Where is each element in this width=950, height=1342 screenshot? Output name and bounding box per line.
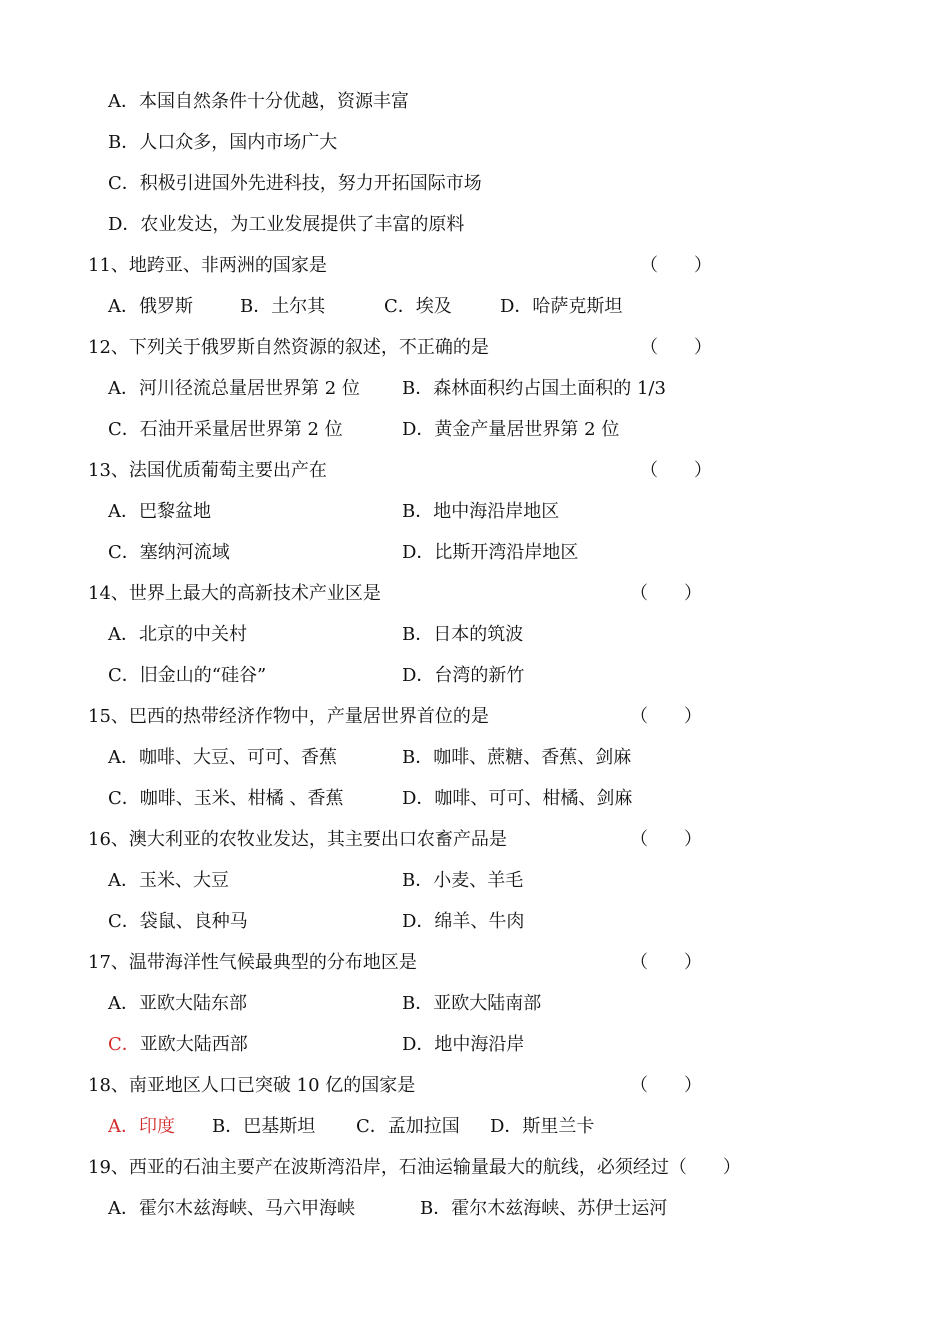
q17-option-d: D．地中海沿岸 <box>402 1034 525 1055</box>
q12-stem: 12、下列关于俄罗斯自然资源的叙述，不正确的是 <box>88 337 489 358</box>
q16-option-d: D．绵羊、牛肉 <box>402 911 525 932</box>
q11-option-b: B．土尔其 <box>240 296 326 317</box>
q14-option-c: C．旧金山的“硅谷” <box>108 665 267 686</box>
q15-stem: 15、巴西的热带经济作物中，产量居世界首位的是 <box>88 706 489 727</box>
q13-option-b: B．地中海沿岸地区 <box>402 501 560 522</box>
q14-option-d: D．台湾的新竹 <box>402 665 525 686</box>
q19-option-a: A．霍尔木兹海峡、马六甲海峡 <box>108 1198 355 1219</box>
q15-option-b: B．咖啡、蔗糖、香蕉、剑麻 <box>402 747 632 768</box>
q12-option-b: B．森林面积约占国土面积的 1/3 <box>402 378 666 399</box>
q18-option-c: C．孟加拉国 <box>356 1116 460 1137</box>
q18-option-b: B．巴基斯坦 <box>212 1116 316 1137</box>
q13-option-a: A．巴黎盆地 <box>108 501 211 522</box>
q14-option-b: B．日本的筑波 <box>402 624 524 645</box>
q15-answer-blank: （ ） <box>630 706 702 727</box>
q19-stem: 19、西亚的石油主要产在波斯湾沿岸，石油运输量最大的航线，必须经过（ ） <box>88 1157 741 1178</box>
q16-answer-blank: （ ） <box>630 829 702 850</box>
q17-option-a: A．亚欧大陆东部 <box>108 993 247 1014</box>
q17-option-b: B．亚欧大陆南部 <box>402 993 542 1014</box>
q11-answer-blank: （ ） <box>640 255 712 276</box>
q17-answer-blank: （ ） <box>630 952 702 973</box>
q16-option-b: B．小麦、羊毛 <box>402 870 524 891</box>
q12-option-d: D．黄金产量居世界第 2 位 <box>402 419 620 440</box>
q11-option-a: A．俄罗斯 <box>108 296 193 317</box>
q17-option-c <box>108 1033 248 1057</box>
q16-option-c: C．袋鼠、良种马 <box>108 911 248 932</box>
q16-option-a: A．玉米、大豆 <box>108 870 229 891</box>
q18-stem: 18、南亚地区人口已突破 10 亿的国家是 <box>88 1075 416 1096</box>
q15-option-c: C．咖啡、玉米、柑橘 、香蕉 <box>108 788 344 809</box>
q11-stem: 11、地跨亚、非两洲的国家是 <box>88 255 327 276</box>
q12-option-c: C．石油开采量居世界第 2 位 <box>108 419 343 440</box>
q17-stem: 17、温带海洋性气候最典型的分布地区是 <box>88 952 417 973</box>
q14-stem: 14、世界上最大的高新技术产业区是 <box>88 583 381 604</box>
q12-answer-blank: （ ） <box>640 337 712 358</box>
q17-option-c-letter-marked: C． <box>108 1034 140 1055</box>
q14-answer-blank: （ ） <box>630 583 702 604</box>
q15-option-d: D．咖啡、可可、柑橘、剑麻 <box>402 788 633 809</box>
q18-option-d: D．斯里兰卡 <box>490 1116 595 1137</box>
q10-option-d: D．农业发达，为工业发展提供了丰富的原料 <box>108 214 465 235</box>
q18-option-a-marked: A．印度 <box>108 1116 175 1137</box>
q13-answer-blank: （ ） <box>640 460 712 481</box>
q18-answer-blank: （ ） <box>630 1075 702 1096</box>
q13-option-c: C．塞纳河流域 <box>108 542 230 563</box>
q11-option-c: C．埃及 <box>384 296 452 317</box>
q11-option-d: D．哈萨克斯坦 <box>500 296 623 317</box>
q10-option-a: A．本国自然条件十分优越，资源丰富 <box>108 91 409 112</box>
q13-option-d: D．比斯开湾沿岸地区 <box>402 542 579 563</box>
q15-option-a: A．咖啡、大豆、可可、香蕉 <box>108 747 337 768</box>
q17-option-c-text: 亚欧大陆西部 <box>139 1034 248 1055</box>
q13-stem: 13、法国优质葡萄主要出产在 <box>88 460 327 481</box>
q12-option-a: A．河川径流总量居世界第 2 位 <box>108 378 360 399</box>
q16-stem: 16、澳大利亚的农牧业发达，其主要出口农畜产品是 <box>88 829 507 850</box>
q19-option-b: B．霍尔木兹海峡、苏伊士运河 <box>420 1198 668 1219</box>
q14-option-a: A．北京的中关村 <box>108 624 247 645</box>
q10-option-b: B．人口众多，国内市场广大 <box>108 132 338 153</box>
q10-option-c: C．积极引进国外先进科技，努力开拓国际市场 <box>108 173 482 194</box>
